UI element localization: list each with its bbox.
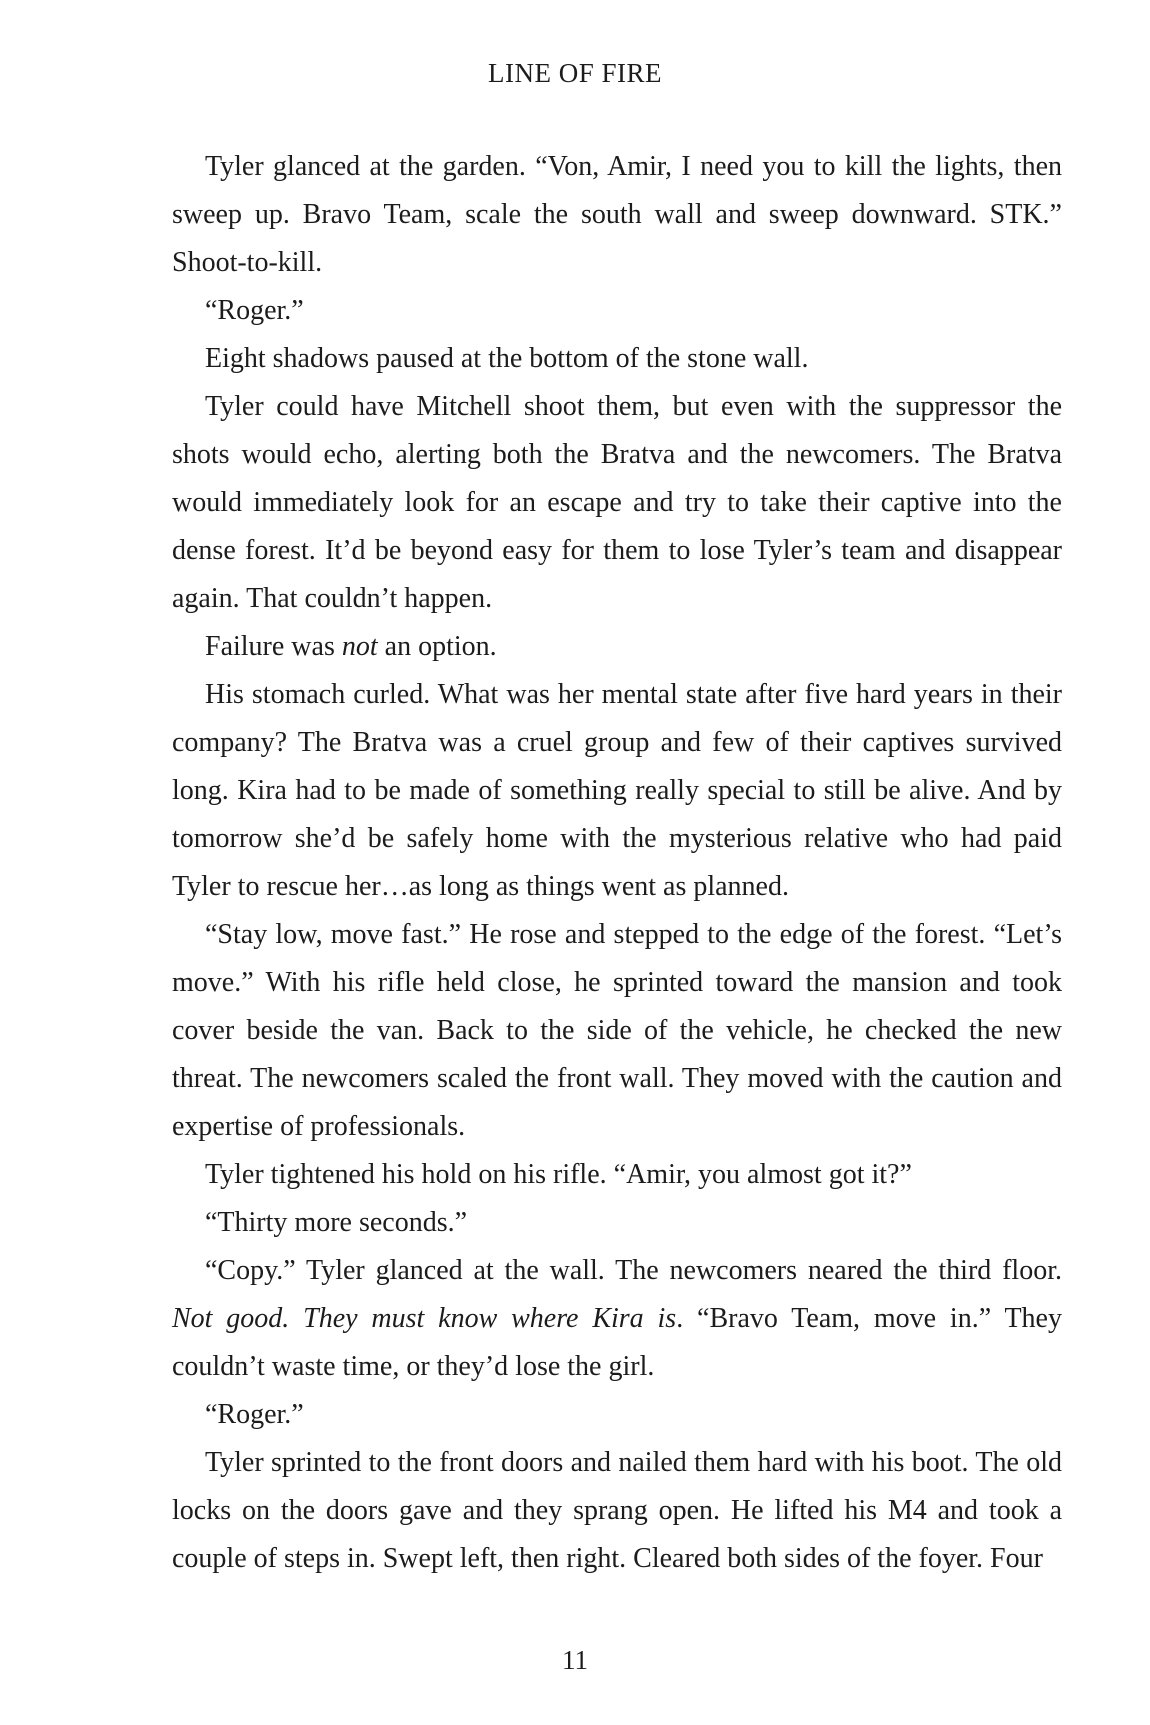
body-text (172, 143, 1062, 1583)
paragraph: “Roger.” (205, 295, 304, 326)
page-number: 11 (562, 1645, 588, 1675)
paragraph: Tyler could have Mitchell shoot them, but even with the suppressor the shots would echo, alerting both the Bratva and the newcomers. The Bratva would immediately look for an escape and try to take their captive into the dense forest. It’d be beyond easy for them to lose Tyler’s team and disappear again. That couldn’t happen. (172, 391, 1062, 614)
paragraph-text: “Copy.” Tyler glanced at the wall. The newcomers neared the third floor. (205, 1255, 1062, 1286)
paragraph-text: . “Bravo Team, move in.” They couldn’t waste time, or they’d lose the girl. (172, 1303, 1062, 1382)
paragraph: Tyler glanced at the garden. “Von, Amir, I need you to kill the lights, then sweep up. Bravo Team, scale the south wall and sweep downward. STK.” Shoot-to-kill. (172, 151, 1062, 278)
running-head: LINE OF FIRE (488, 58, 662, 88)
paragraph: “Roger.” (205, 1399, 304, 1430)
paragraph (172, 1247, 1062, 1391)
emphasis: not (341, 631, 378, 662)
paragraph: “Stay low, move fast.” He rose and stepped to the edge of the forest. “Let’s move.” With his rifle held close, he sprinted toward the mansion and took cover beside the van. Back to the side of the vehicle, he checked the new threat. The newcomers scaled the front wall. They moved with the caution and expertise of professionals. (172, 919, 1062, 1142)
paragraph: Eight shadows paused at the bottom of the stone wall. (205, 343, 809, 374)
emphasis: Not good. They must know where Kira is (172, 1303, 677, 1334)
paragraph: His stomach curled. What was her mental state after five hard years in their company? The Bratva was a cruel group and few of their captives survived long. Kira had to be made of something really special to still be alive. And by tomorrow she’d be safely home with the mysterious relative who had paid Tyler to rescue her…as long as things went as planned. (172, 679, 1062, 902)
paragraph-text: Failure was (205, 631, 342, 662)
paragraph (172, 623, 1062, 671)
paragraph-text: an option. (377, 631, 497, 662)
paragraph: “Thirty more seconds.” (205, 1207, 468, 1238)
paragraph: Tyler tightened his hold on his rifle. “Amir, you almost got it?” (205, 1159, 912, 1190)
paragraph: Tyler sprinted to the front doors and nailed them hard with his boot. The old locks on the doors gave and they sprang open. He lifted his M4 and took a couple of steps in. Swept left, then right. Cleared both sides of the foyer. Four (172, 1447, 1062, 1574)
